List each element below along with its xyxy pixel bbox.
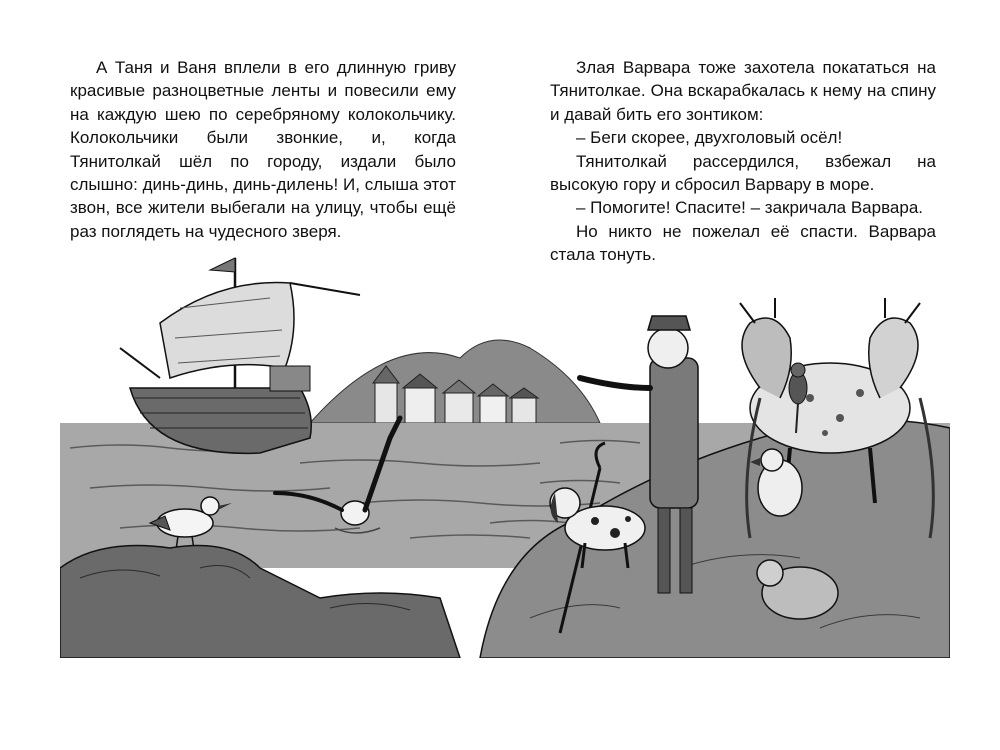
island-town: [310, 340, 600, 423]
right-paragraph-1: Злая Варвара тоже захотела покататься на Тянитолкае. Она вскарабкалась к нему на спину и давай бить его зонтиком:: [550, 58, 936, 124]
right-paragraph-2: – Беги скорее, двухголовый осёл!: [576, 128, 843, 148]
left-paragraph-1: А Таня и Ваня вплели в его длинную гриву красивые разноцветные ленты и повесили ему на каждую шею по серебряному колокольчику. Колокольчики были звонкие, и, когда Тянитолкай шёл по городу, издали было слышно: динь-динь, динь-дилень! И, слыша этот звон, все жители выбегали на улицу, чтобы ещё раз поглядеть на чудесного зверя.: [70, 58, 456, 241]
right-paragraph-5: Но никто не пожелал её спасти. Варвара стала тонуть.: [550, 221, 936, 265]
left-text-column: [70, 56, 456, 243]
right-text-column: [550, 56, 936, 267]
sea-scene-illustration: [60, 238, 950, 658]
right-paragraph-3: Тянитолкай рассердился, взбежал на высокую гору и сбросил Варвару в море.: [550, 151, 936, 195]
right-paragraph-4: – Помогите! Спасите! – закричала Варвара.: [576, 198, 924, 218]
